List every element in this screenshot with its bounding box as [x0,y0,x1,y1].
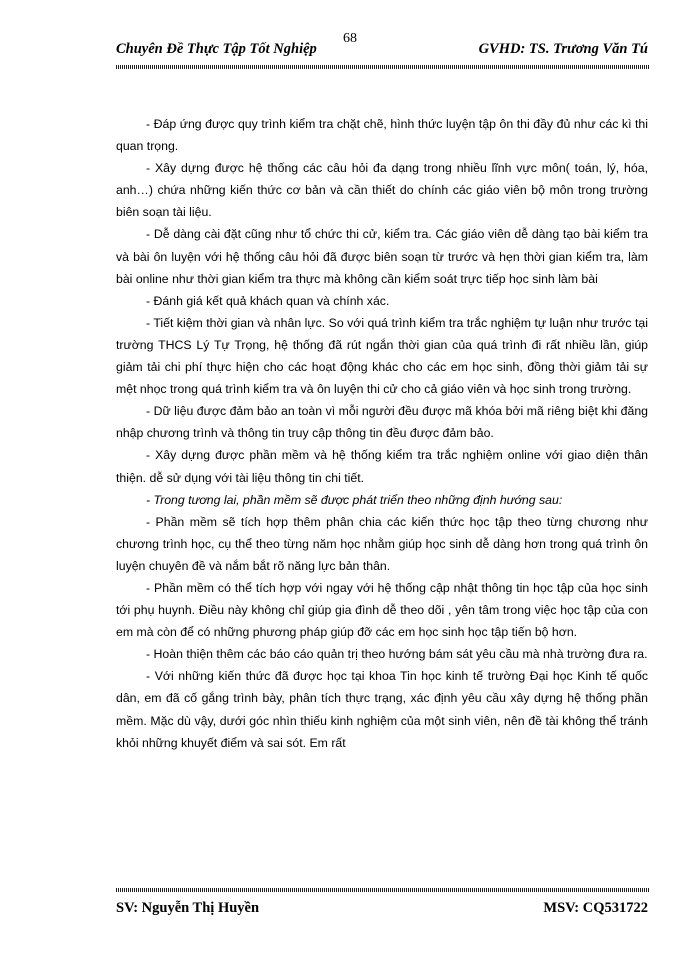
paragraph: - Dữ liệu được đảm bảo an toàn vì mỗi người đều được mã khóa bởi mã riêng biệt khi đăng nhập chương trình và thông tin truy cập thông tin đều được đảm bảo. [116,404,648,441]
header-rule [116,65,650,69]
paragraph: - Phần mềm có thể tích hợp với ngay với hệ thống cập nhật thông tin học tập của học sinh tới phụ huynh. Điều này không chỉ giúp gia đình dễ theo dõi , yên tâm trong việc học tập của con em mà còn để có những phương pháp giúp đỡ các em học sinh học tập tiến bộ hơn. [116,580,648,640]
paragraph: - Tiết kiệm thời gian và nhân lực. So với quá trình kiểm tra trắc nghiệm tự luận như trước tại trường THCS Lý Tự Trọng, hệ thống đã rút ngắn thời gian của quá trình đi rất nhiều lần, giúp giảm tải chi phí thực hiện cho các hoạt động khác cho các em học sinh, đồng thời giảm tải sự mệt nhọc trong quá trình kiểm tra và ôn luyện thi cử cho cả giáo viên và học sinh trong trường. [116,315,648,397]
paragraph-future-heading: - Trong tương lai, phần mềm sẽ được phát triển theo những định hướng sau: [146,492,563,507]
footer-rule [116,888,650,892]
paragraph: - Dễ dàng cài đặt cũng như tổ chức thi cử, kiểm tra. Các giáo viên dễ dàng tạo bài kiểm tra và bài ôn luyện với hệ thống câu hỏi đã được biên soạn từ trước và hẹn thời gian kiểm tra, làm bài online như thời gian kiểm tra thực mà không cần kiểm soát trực tiếp học sinh làm bài [116,227,648,286]
paragraph: - Phần mềm sẽ tích hợp thêm phân chia các kiến thức học tập theo từng chương như chương trình học, cụ thể theo từng năm học nhằm giúp học sinh dễ dàng hơn trong quá trình ôn luyện chuyên đề và nắm bắt rõ năng lực bản thân. [116,514,648,573]
footer-student-id: MSV: CQ531722 [543,900,648,916]
paragraph: - Đánh giá kết quả khách quan và chính xác. [146,293,390,308]
body-text [116,113,648,754]
paragraph: - Xây dựng được hệ thống các câu hỏi đa dạng trong nhiều lĩnh vực môn( toán, lý, hóa, anh…) chứa những kiến thức cơ bản và cần thiết do chính các giáo viên bộ môn trong trường biên soạn tài liệu. [116,161,648,220]
paragraph: - Xây dựng được phần mềm và hệ thống kiểm tra trắc nghiệm online với giao diện thân thiện. dễ sử dụng với tài liệu thông tin chi tiết. [116,448,648,485]
header-advisor: GVHD: TS. Trương Văn Tú [478,41,648,57]
footer-student: SV: Nguyễn Thị Huyền [116,900,260,916]
paragraph: - Hoàn thiện thêm các báo cáo quản trị theo hướng bám sát yêu cầu mà nhà trường đưa ra. [146,647,648,662]
header-title: Chuyên Đề Thực Tập Tốt Nghiệp [116,41,317,57]
paragraph: - Đáp ứng được quy trình kiểm tra chặt chẽ, hình thức luyện tập ôn thi đầy đủ như các kì thi quan trọng. [116,117,648,154]
page-number: 68 [343,31,357,46]
paragraph: - Với những kiến thức đã được học tại khoa Tin học kinh tế trường Đại học Kinh tế quốc dân, em đã cố gắng trình bày, phân tích thực trạng, xác định yêu cầu xây dựng hệ thống phần mềm. Mặc dù vậy, dưới góc nhìn thiếu kinh nghiệm của một sinh viên, nên đề tài không thể tránh khỏi những khuyết điểm và sai sót. Em rất [116,669,648,750]
